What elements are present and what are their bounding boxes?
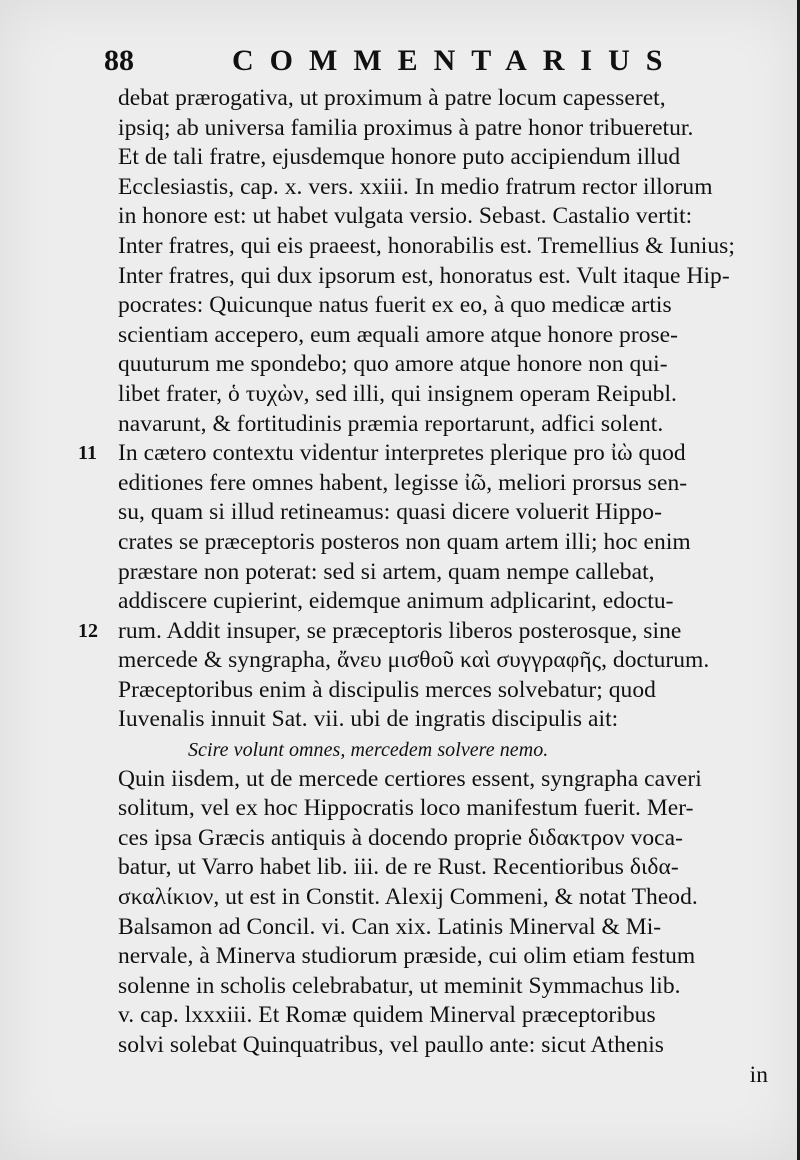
text-line: libet frater, ὁ τυχὼν, sed illi, qui insignem operam Reipubl. bbox=[118, 380, 677, 407]
text-line: solenne in scholis celebrabatur, ut meminit Symmachus lib. bbox=[118, 972, 681, 999]
text-line: pocrates: Quicunque natus fuerit ex eo, à quo medicæ artis bbox=[118, 292, 672, 319]
running-title: COMMENTARIUS bbox=[232, 44, 679, 77]
text-line: Iuvenalis innuit Sat. vii. ubi de ingratis discipulis ait: bbox=[118, 706, 619, 733]
text-line: quuturum me spondebo; quo amore atque honore non qui- bbox=[118, 351, 668, 378]
text-line: debat prærogativa, ut proximum à patre locum capesseret, bbox=[118, 85, 666, 111]
text-line: Inter fratres, qui eis praeest, honorabilis est. Tremellius & Iunius; bbox=[118, 232, 735, 259]
text-line: ces ipsa Græcis antiquis à docendo proprie διδακτρον voca- bbox=[118, 824, 684, 851]
text-line: v. cap. lxxxiii. Et Romæ quidem Minerval præceptoribus bbox=[118, 1002, 656, 1029]
text-line: su, quam si illud retineamus: quasi dicere voluerit Hippo- bbox=[118, 499, 662, 526]
quotation-line: Scire volunt omnes, mercedem solvere nemo. bbox=[188, 739, 549, 762]
text-line: scientiam accepero, eum æquali amore atque honore prose- bbox=[118, 321, 679, 348]
body-text bbox=[78, 84, 768, 1090]
catchword: in bbox=[749, 1061, 768, 1088]
text-line: solvi solebat Quinquatribus, vel paullo ante: sicut Athenis bbox=[118, 1032, 664, 1058]
text-line: crates se præceptoris posteros non quam artem illi; hoc enim bbox=[118, 528, 691, 555]
text-line: addiscere cupierint, eidemque animum adplicarint, edoctu- bbox=[118, 588, 674, 615]
text-line: solitum, vel ex hoc Hippocratis loco manifestum fuerit. Mer- bbox=[118, 795, 694, 822]
text-line: Et de tali fratre, ejusdemque honore puto accipiendum illud bbox=[118, 144, 681, 171]
text-line: in honore est: ut habet vulgata versio. Sebast. Castalio vertit: bbox=[118, 203, 693, 230]
text-line: nervale, à Minerva studiorum præside, cui olim etiam festum bbox=[118, 943, 696, 970]
text-line: navarunt, & fortitudinis præmia reportarunt, adfici solent. bbox=[118, 410, 664, 437]
text-line: 11 In cætero contextu videntur interpretes plerique pro ἰὼ quod bbox=[118, 439, 768, 469]
text-line: Inter fratres, qui dux ipsorum est, honoratus est. Vult itaque Hip- bbox=[118, 262, 730, 289]
text-line: præstare non poterat: sed si artem, quam nempe callebat, bbox=[118, 558, 655, 585]
marginal-number: 12 bbox=[78, 619, 99, 642]
text-line: Ecclesiastis, cap. x. vers. xxiii. In medio fratrum rector illorum bbox=[118, 173, 713, 200]
text-line: σκαλίκιον, ut est in Constit. Alexij Commeni, & notat Theod. bbox=[118, 884, 698, 911]
page-header bbox=[100, 40, 740, 80]
page-number: 88 bbox=[104, 44, 134, 77]
text-line: 12 rum. Addit insuper, se præceptoris liberos posterosque, sine bbox=[118, 617, 768, 647]
marginal-number: 11 bbox=[78, 442, 97, 465]
text-line: Balsamon ad Concil. vi. Can xix. Latinis Minerval & Mi- bbox=[118, 913, 662, 940]
text-line: editiones fere omnes habent, legisse ἰῶ, meliori prorsus sen- bbox=[118, 469, 688, 496]
text-line: ipsiq; ab universa familia proximus à patre honor tribueretur. bbox=[118, 114, 694, 141]
text-line: mercede & syngrapha, ἄνευ μισθοῦ καὶ συγγραφῆς, docturum. bbox=[118, 647, 710, 674]
text-line: Quin iisdem, ut de mercede certiores essent, syngrapha caveri bbox=[118, 765, 702, 792]
text-line: Præceptoribus enim à discipulis merces solvebatur; quod bbox=[118, 676, 656, 703]
text-line: batur, ut Varro habet lib. iii. de re Rust. Recentioribus διδα- bbox=[118, 854, 679, 881]
